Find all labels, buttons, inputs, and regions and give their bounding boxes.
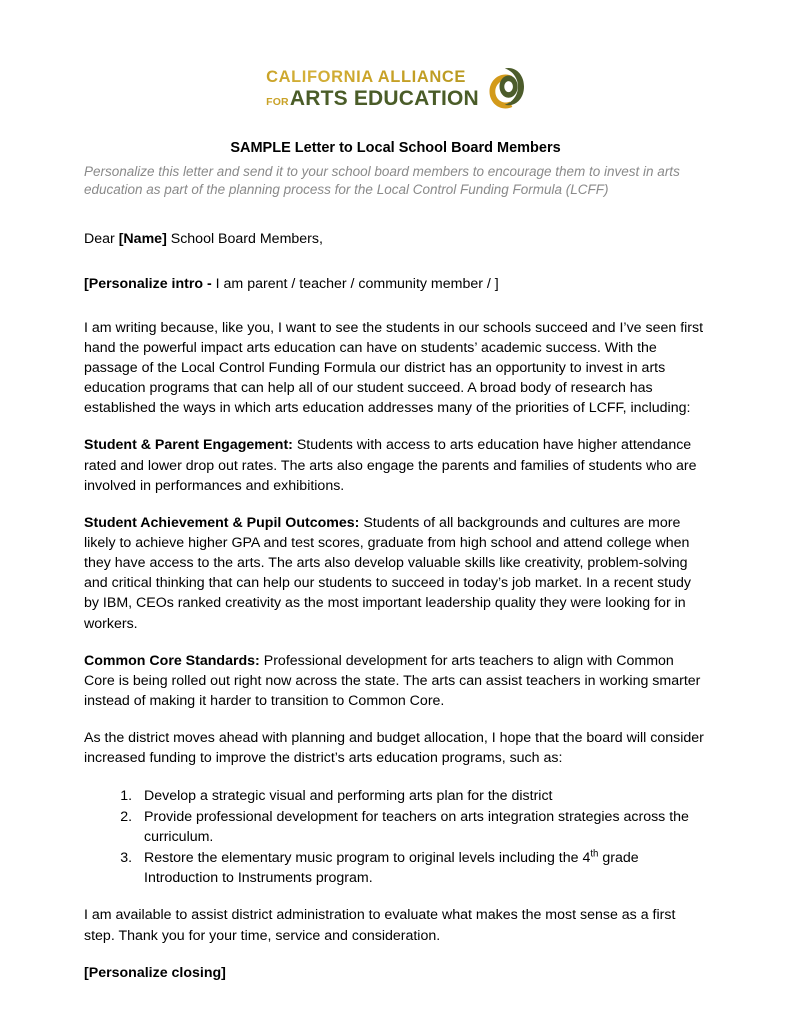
paragraph-opening (84, 318, 707, 419)
paragraph-common-core-text: Professional development for arts teachers to align with Common Core is being rolled out right now across the state. The arts can assist teachers in working smarter instead of making it harder to transition to Common Core. (84, 652, 701, 710)
personalize-intro-label: [Personalize intro - (84, 276, 212, 293)
list-item (136, 848, 707, 888)
alliance-swirl-mark-icon (485, 66, 525, 112)
action-item-3-text-before: Restore the elementary music program to original levels including the 4 (144, 850, 591, 867)
page-title: SAMPLE Letter to Local School Board Members (230, 140, 561, 156)
action-item-2-text: Provide professional development for teachers on arts integration strategies across the curriculum. (144, 808, 689, 845)
action-items-list (84, 786, 707, 889)
salutation (84, 229, 707, 249)
logo-for-text: FOR (266, 95, 289, 108)
logo-line-california-alliance: CALIFORNIA ALLIANCE (266, 68, 466, 87)
list-item (136, 786, 707, 806)
action-item-3-ordinal-suffix: th (590, 848, 599, 860)
paragraph-budget-ask-text: As the district moves ahead with planning and budget allocation, I hope that the board will consider increased funding to improve the district’s arts education programs, such as: (84, 730, 704, 767)
paragraph-common-core (84, 651, 707, 711)
paragraph-engagement (84, 435, 707, 495)
paragraph-common-core-lead: Common Core Standards: (84, 652, 260, 669)
logo-line-arts-education (266, 88, 479, 109)
salutation-before: Dear (84, 231, 119, 248)
paragraph-achievement-lead: Student Achievement & Pupil Outcomes: (84, 514, 360, 531)
personalize-closing: [Personalize closing] (84, 964, 226, 981)
paragraph-engagement-lead: Student & Parent Engagement: (84, 437, 293, 454)
list-item (136, 807, 707, 847)
logo-wordmark (266, 69, 479, 109)
salutation-after: School Board Members, (166, 231, 323, 248)
paragraph-opening-text: I am writing because, like you, I want to see the students in our schools succeed and I’ve seen first hand the powerful impact arts education can have on students’ academic success. With the passage of the Local Control Funding Formula our district has an opportunity to invest in arts education programs that can help all of our student succeed. A broad body of research has established the ways in which arts education addresses many of the priorities of LCFF, including: (84, 319, 704, 417)
paragraph-engagement-text: Students with access to arts education have higher attendance rated and lower drop out rates. The arts also engage the parents and families of students who are involved in performances and exhibitions. (84, 437, 697, 494)
paragraph-achievement (84, 513, 707, 634)
logo-arts-education-text: ARTS EDUCATION (289, 86, 479, 110)
action-item-1-text: Develop a strategic visual and performing arts plan for the district (144, 787, 553, 804)
personalize-intro-options: I am parent / teacher / community member / ] (211, 276, 499, 293)
personalize-intro-line (84, 274, 707, 294)
letter-body (84, 229, 707, 983)
salutation-name-placeholder: [Name] (118, 231, 167, 248)
action-item-3-text-after: grade Introduction to Instruments program. (144, 850, 639, 887)
paragraph-budget-ask (84, 728, 707, 768)
paragraph-achievement-text: Students of all backgrounds and cultures are more likely to achieve higher GPA and test scores, graduate from high school and attend college when they have access to the arts. The arts also develop valuable skills like creativity, problem-solving and critical thinking that can help our students to succeed in today’s job market. In a recent study by IBM, CEOs ranked creativity as the most important leadership quality they were looking for in workers. (84, 514, 691, 632)
paragraph-availability: I am available to assist district administration to evaluate what makes the most sense as a first step. Thank you for your time, service and consideration. (84, 907, 676, 944)
logo-lockup (266, 66, 525, 112)
page-subtitle: Personalize this letter and send it to your school board members to encourage them to invest in arts education as part of the planning process for the Local Control Funding Formula (LCFF) (84, 163, 680, 198)
organization-logo (84, 0, 707, 112)
